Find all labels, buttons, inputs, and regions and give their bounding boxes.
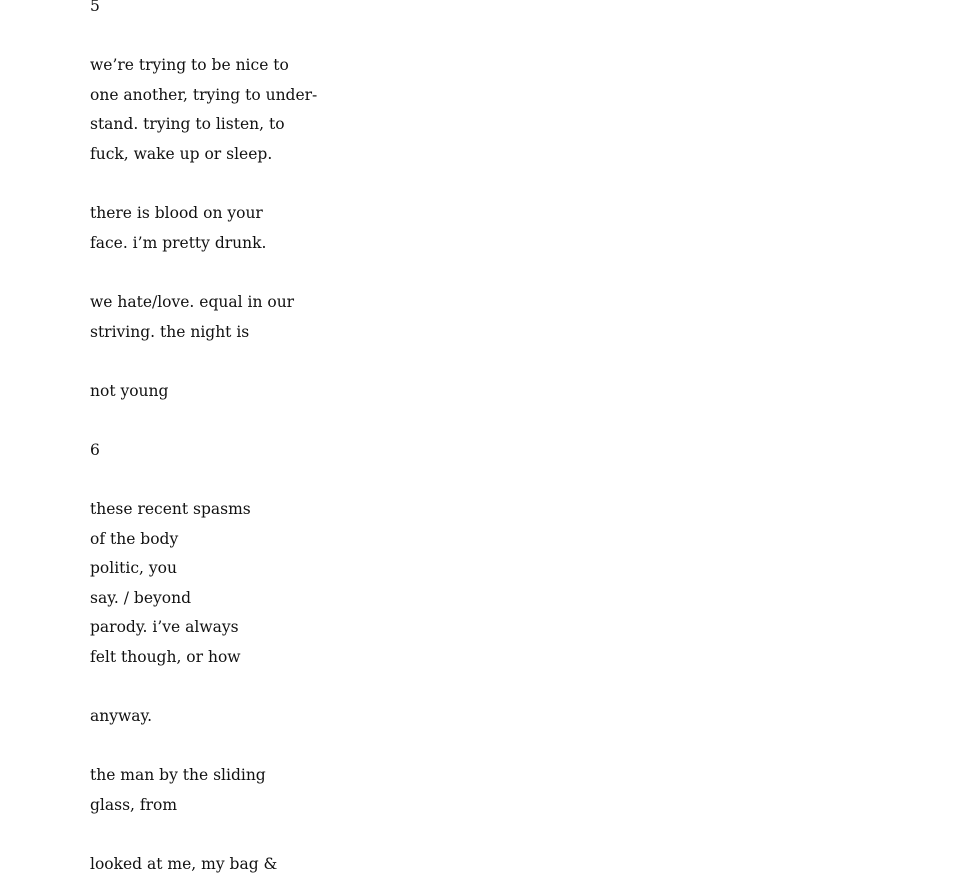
- poem-line: politic, you: [90, 559, 177, 578]
- poem-line: say. / beyond: [90, 588, 191, 607]
- poem-line: looked at me, my bag &: [90, 855, 278, 874]
- blank-line: [90, 732, 910, 762]
- poem-line: these recent spasms: [90, 500, 251, 519]
- poem-line: stand. trying to listen, to: [90, 115, 285, 134]
- blank-line: [90, 258, 910, 288]
- poem-page: [90, 0, 910, 880]
- poem-line: face. i’m pretty drunk.: [90, 233, 267, 252]
- blank-line: [90, 821, 910, 851]
- poem-line: fuck, wake up or sleep.: [90, 144, 273, 163]
- poem-line: we hate/love. equal in our: [90, 292, 295, 311]
- blank-line: [90, 22, 910, 52]
- poem-line: one another, trying to under-: [90, 85, 318, 104]
- poem-line: of the body: [90, 529, 179, 548]
- poem-line: striving. the night is: [90, 322, 250, 341]
- poem-line: the man by the sliding: [90, 766, 266, 785]
- blank-line: [90, 347, 910, 377]
- poem-line: parody. i’ve always: [90, 618, 239, 637]
- poem-line: felt though, or how: [90, 648, 241, 667]
- poem-line: there is blood on your: [90, 204, 263, 223]
- section-number: 6: [90, 440, 100, 459]
- blank-line: [90, 406, 910, 436]
- blank-line: [90, 170, 910, 200]
- blank-line: [90, 466, 910, 496]
- blank-line: [90, 673, 910, 703]
- poem-line: anyway.: [90, 707, 153, 726]
- poem-line: glass, from: [90, 796, 178, 815]
- poem-line: we’re trying to be nice to: [90, 56, 289, 75]
- section-number: 5: [90, 0, 100, 15]
- poem-line: not young: [90, 381, 169, 400]
